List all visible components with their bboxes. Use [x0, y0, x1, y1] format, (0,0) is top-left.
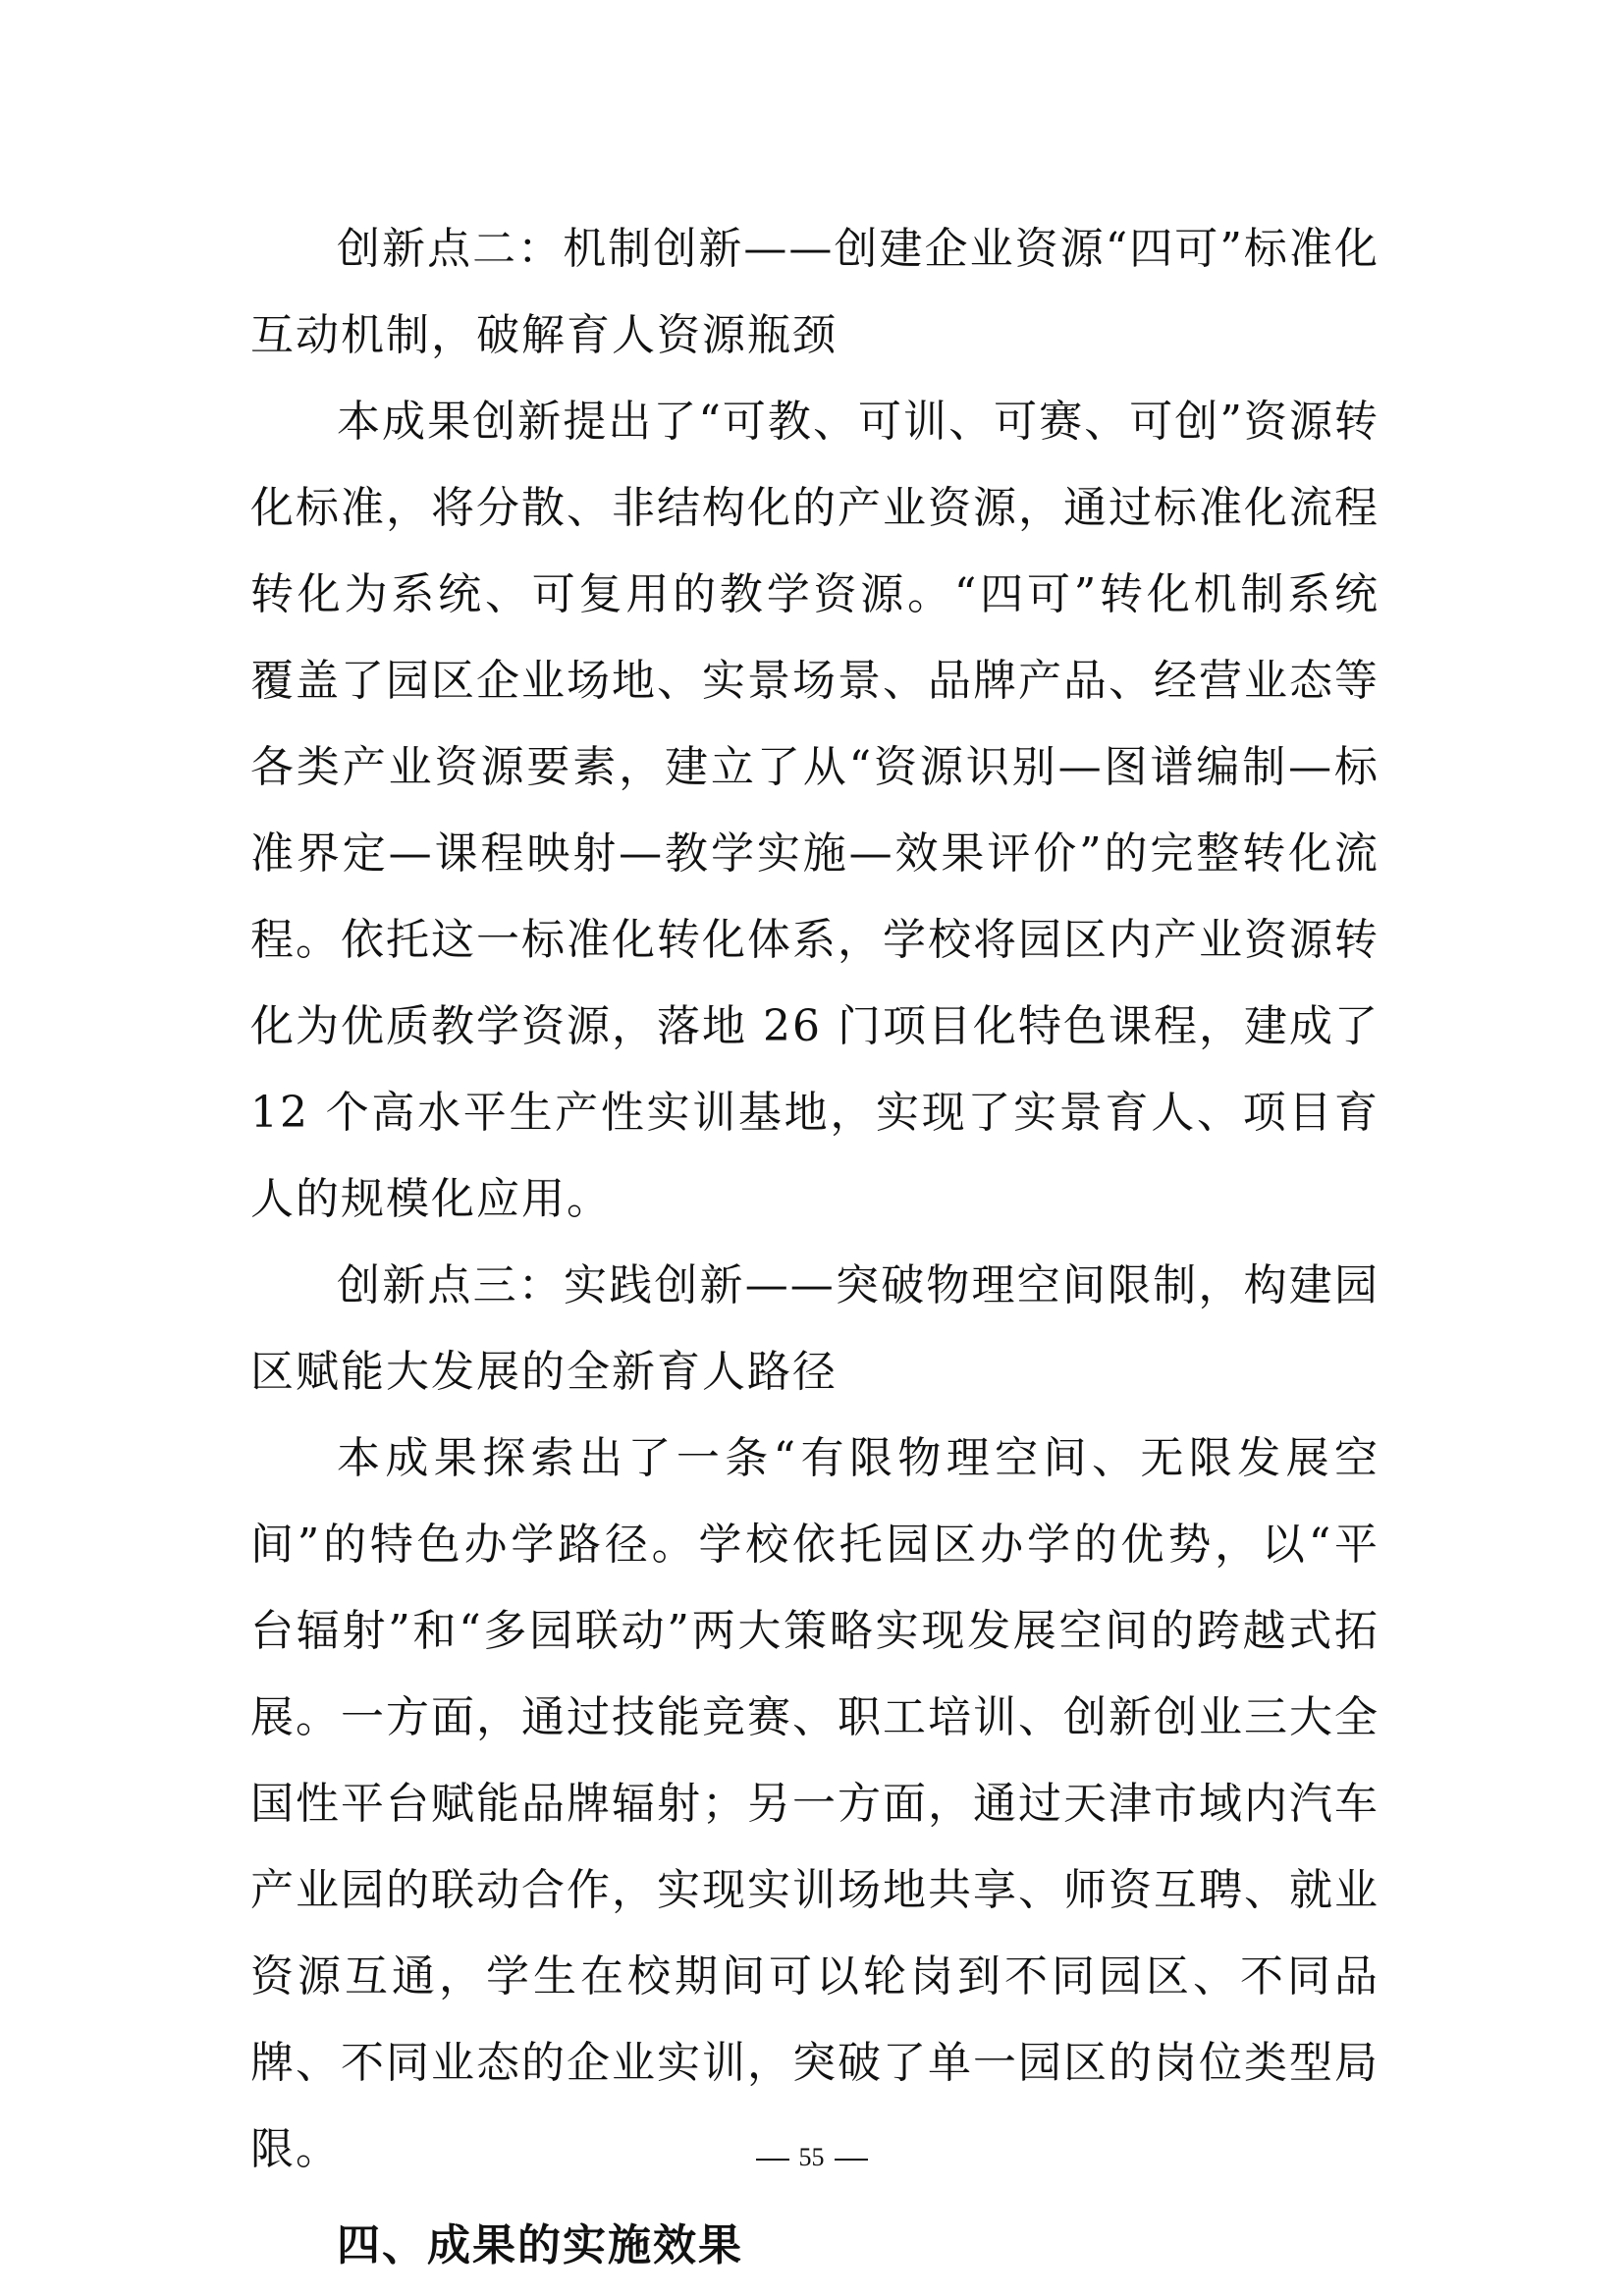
page-number: 55: [798, 2143, 825, 2171]
footer-dash-left: [756, 2159, 789, 2161]
section-heading: 四、成果的实施效果: [337, 2220, 743, 2270]
paragraph-innovation-three-body: 本成果探索出了一条“有限物理空间、无限发展空间”的特色办学路径。学校依托园区办学的优势，以“平台辐射”和“多园联动”两大策略实现发展空间的跨越式拓展。一方面，通过技能竞赛、职工培训、创新创业三大全国性平台赋能品牌辐射；另一方面，通过天津市域内汽车产业园的联动合作，实现实训场地共享、师资互聘、就业资源互通，学生在校期间可以轮岗到不同园区、不同品牌、不同业态的企业实训，突破了单一园区的岗位类型局限。: [250, 1433, 1380, 2174]
body-text: [250, 206, 1380, 2289]
paragraph-innovation-three-title: 创新点三：实践创新——突破物理空间限制，构建园区赋能大发展的全新育人路径: [250, 1260, 1380, 1397]
page-footer: [0, 2138, 1623, 2177]
paragraph-innovation-two-title: 创新点二：机制创新——创建企业资源“四可”标准化互动机制，破解育人资源瓶颈: [250, 224, 1380, 360]
paragraph-innovation-two-body: 本成果创新提出了“可教、可训、可赛、可创”资源转化标准，将分散、非结构化的产业资源，通过标准化流程转化为系统、可复用的教学资源。“四可”转化机制系统覆盖了园区企业场地、实景场景、品牌产品、经营业态等各类产业资源要素，建立了从“资源识别—图谱编制—标准界定—课程映射—教学实施—效果评价”的完整转化流程。依托这一标准化转化体系，学校将园区内产业资源转化为优质教学资源，落地 26 门项目化特色课程，建成了 12 个高水平生产性实训基地，实现了实景育人、项目育人的规模化应用。: [250, 397, 1380, 1224]
footer-dash-right: [835, 2159, 868, 2161]
